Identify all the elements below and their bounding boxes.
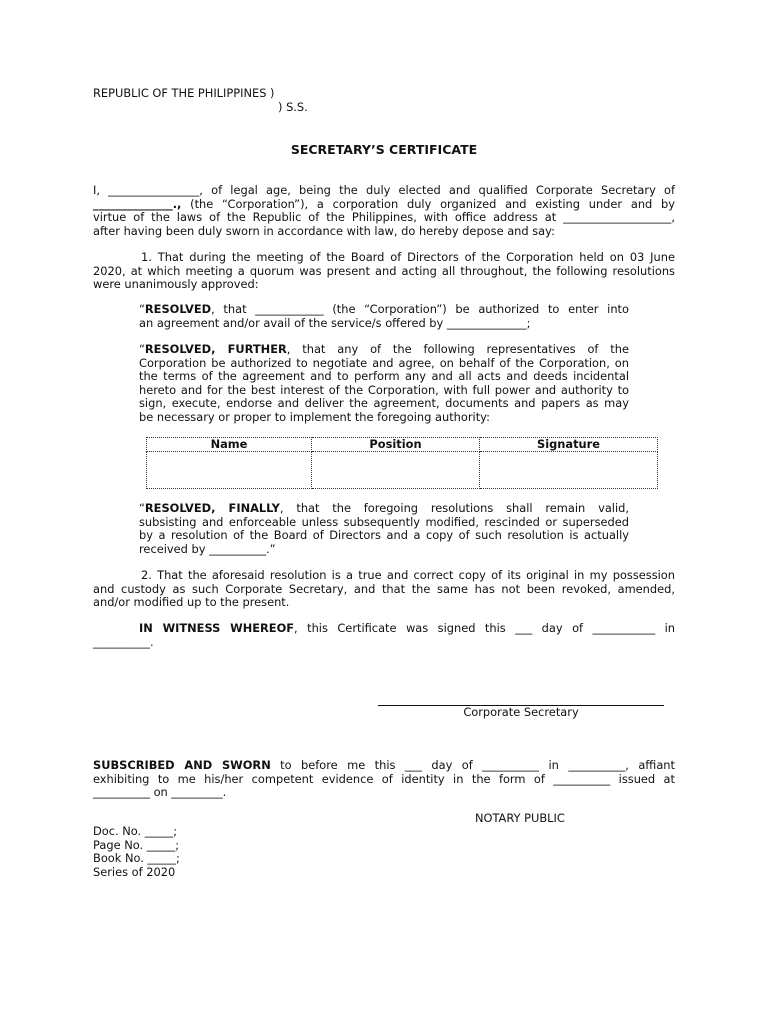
resolved2-line-1: “RESOLVED, FURTHER, that any of the following representatives of the <box>139 342 629 356</box>
para2-line-3: and/or modified up to the present. <box>93 595 290 609</box>
intro-paragraph <box>93 184 675 238</box>
notary-public-label: NOTARY PUBLIC <box>475 811 565 825</box>
resolved-further-keyword: RESOLVED, FURTHER <box>144 342 287 356</box>
para2-line-1: 2. That the aforesaid resolution is a true and correct copy of its original in my possession <box>141 568 675 582</box>
resolved2-line-2: Corporation be authorized to negotiate and agree, on behalf of the Corporation, on <box>139 355 629 370</box>
series-year: Series of 2020 <box>93 864 176 879</box>
resolved2-line-4: hereto and for the best interest of the Corporation, with full power and authority to <box>139 382 629 397</box>
doc-no: Doc. No. _____; <box>93 824 178 838</box>
corporate-secretary-label: Corporate Secretary <box>463 705 579 719</box>
para2-line-2: and custody as such Corporate Secretary, and that the same has not been revoked, amended, <box>93 581 675 596</box>
intro-line-3: virtue of the laws of the Republic of the Philippines, with office address at ___________________, <box>93 210 675 224</box>
column-header-position: Position <box>312 438 480 452</box>
notarial-register <box>93 825 180 879</box>
resolved2-line-6: be necessary or proper to implement the foregoing authority: <box>139 409 490 424</box>
subscribed-keyword: SUBSCRIBED AND SWORN <box>93 758 271 772</box>
document-title: SECRETARY’S CERTIFICATE <box>290 142 478 157</box>
resolved1-line-2: an agreement and/or avail of the service/s offered by ______________; <box>139 315 531 330</box>
name-cell <box>147 452 312 489</box>
intro-line-2: ______________., (the “Corporation”), a corporation duly organized and existing under and by <box>93 196 675 211</box>
signature-cell <box>480 452 658 489</box>
intro-line-1: I, ________________, of legal age, being the duly elected and qualified Corporate Secretary of <box>93 183 675 197</box>
resolved-paragraph-1 <box>139 303 629 330</box>
page-no: Page No. _____; <box>93 837 180 852</box>
resolved-finally-keyword: RESOLVED, FINALLY <box>144 501 280 515</box>
column-header-signature: Signature <box>480 438 658 452</box>
column-header-name: Name <box>147 438 312 452</box>
resolved-keyword: RESOLVED <box>144 302 212 316</box>
witness-paragraph <box>93 622 675 649</box>
jurat-line-2: exhibiting to me his/her competent evidence of identity in the form of __________ issued at <box>93 771 675 786</box>
jurat-line-1: SUBSCRIBED AND SWORN to before me this ___ day of __________ in __________, affiant <box>93 758 675 772</box>
venue-republic: REPUBLIC OF THE PHILIPPINES ) <box>93 86 275 100</box>
resolved3-line-2: subsisting and enforceable unless subsequently modified, rescinded or superseded <box>139 514 629 529</box>
witness-line-2: __________. <box>93 634 154 649</box>
resolved3-line-3: by a resolution of the Board of Directors and a copy of such resolution is actually <box>139 528 629 542</box>
resolved1-line-1: “RESOLVED, that ____________ (the “Corporation”) be authorized to enter into <box>139 302 629 316</box>
jurat-line-3: __________ on _________. <box>93 785 227 799</box>
para1-line-1: 1. That during the meeting of the Board of Directors of the Corporation held on 03 June <box>141 250 675 264</box>
intro-line-4: after having been duly sworn in accordance with law, do hereby depose and say: <box>93 223 555 238</box>
book-no: Book No. _____; <box>93 851 180 865</box>
venue-ss: ) S.S. <box>278 100 308 114</box>
resolved-paragraph-2 <box>139 343 629 424</box>
position-cell <box>312 452 480 489</box>
witness-line-1: IN WITNESS WHEREOF, this Certificate was signed this ___ day of ___________ in <box>139 621 675 635</box>
table-header-row <box>147 438 658 452</box>
resolved3-line-1: “RESOLVED, FINALLY, that the foregoing resolutions shall remain valid, <box>139 501 629 515</box>
table-row <box>147 452 658 489</box>
paragraph-1 <box>93 251 675 292</box>
resolved-paragraph-3 <box>139 502 629 556</box>
representatives-table <box>146 437 658 489</box>
corporation-name-blank: ______________., <box>93 196 182 211</box>
resolved2-line-5: sign, execute, endorse and deliver the agreement, documents and papers as may <box>139 396 629 410</box>
resolved3-line-4: received by __________.” <box>139 541 276 556</box>
para1-line-2: 2020, at which meeting a quorum was present and acting all throughout, the following resolutions <box>93 263 675 278</box>
paragraph-2 <box>93 569 675 610</box>
resolved2-line-3: the terms of the agreement and to perform any and all acts and deeds incidental <box>139 369 629 383</box>
witness-keyword: IN WITNESS WHEREOF <box>139 621 295 635</box>
jurat-paragraph <box>93 759 675 800</box>
para1-line-3: were unanimously approved: <box>93 277 259 291</box>
